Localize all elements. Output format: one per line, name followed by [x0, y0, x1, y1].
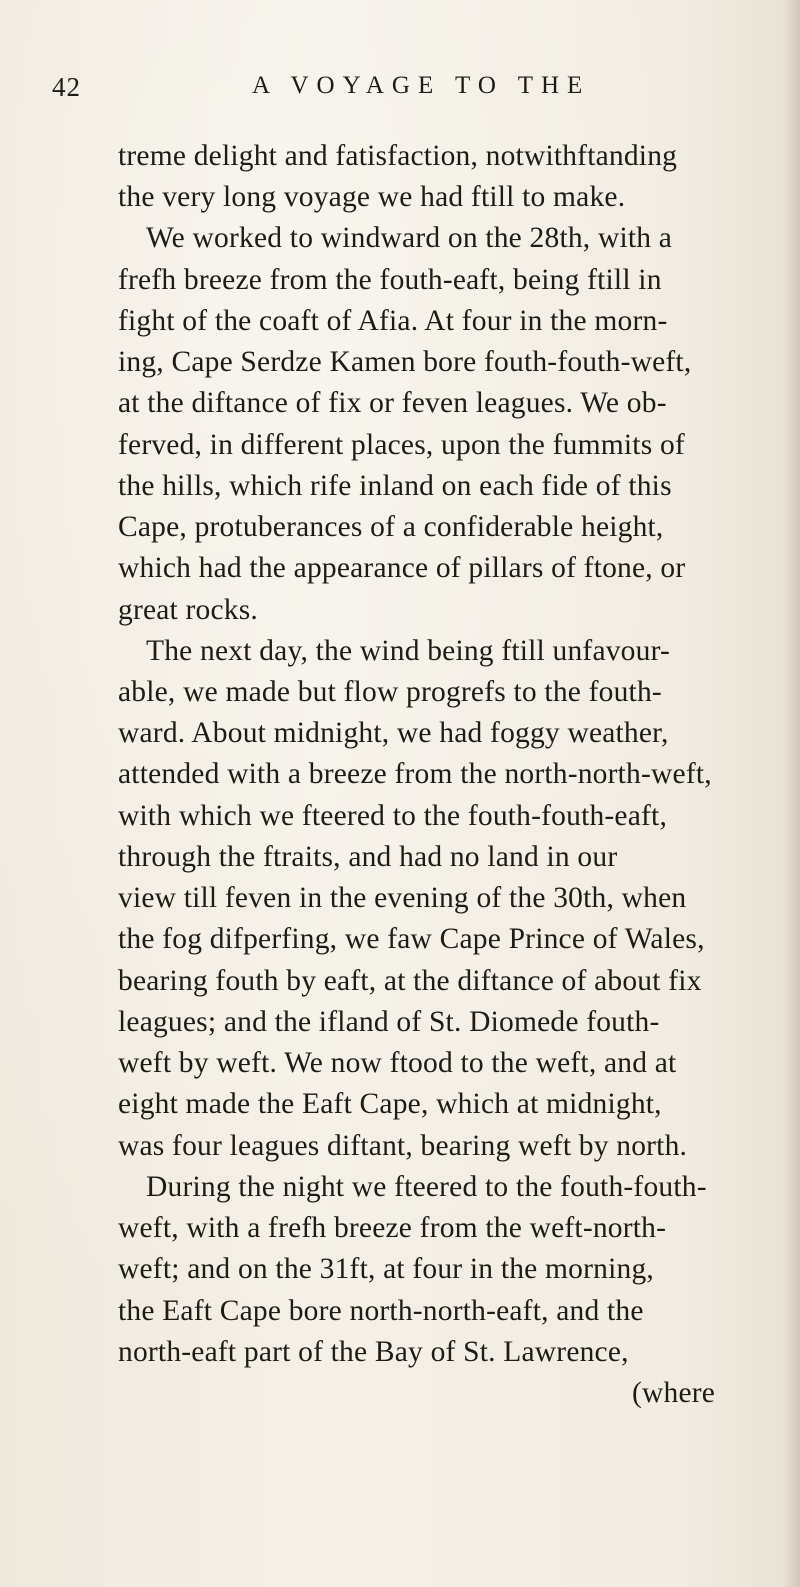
text-line: the fog difperfing, we faw Cape Prince of Wales,: [118, 923, 705, 955]
text-line: leagues; and the ifland of St. Diomede fouth-: [118, 1006, 660, 1038]
text-line: view till feven in the evening of the 30th, when: [118, 882, 687, 914]
text-line: treme delight and fatisfaction, notwithftanding: [118, 140, 678, 172]
text-line: through the ftraits, and had no land in our: [118, 841, 618, 873]
text-line: great rocks.: [118, 594, 259, 626]
text-line: weft; and on the 31ft, at four in the morning,: [118, 1253, 654, 1285]
text-line: which had the appearance of pillars of ftone, or: [118, 552, 686, 584]
text-line: the hills, which rife inland on each fide of this: [118, 470, 672, 502]
text-line: was four leagues diftant, bearing weft by north.: [118, 1130, 688, 1162]
running-head: A VOYAGE TO THE: [252, 72, 591, 99]
text-line: fight of the coaft of Afia. At four in the morn-: [118, 305, 668, 337]
text-line: bearing fouth by eaft, at the diftance of about fix: [118, 965, 702, 997]
text-line: the Eaft Cape bore north-north-eaft, and the: [118, 1295, 644, 1327]
catchword: (where: [632, 1377, 716, 1409]
page-header: [52, 72, 752, 108]
text-line: ing, Cape Serdze Kamen bore fouth-fouth-weft,: [118, 346, 692, 378]
text-line: ward. About midnight, we had foggy weather,: [118, 717, 669, 749]
text-line: weft, with a frefh breeze from the weft-north-: [118, 1212, 667, 1244]
text-line: Cape, protuberances of a confiderable height,: [118, 511, 664, 543]
text-line: north-eaft part of the Bay of St. Lawrence,: [118, 1336, 629, 1368]
text-line: with which we fteered to the fouth-fouth-eaft,: [118, 800, 668, 832]
text-line: We worked to windward on the 28th, with a: [146, 222, 673, 254]
text-line: attended with a breeze from the north-north-weft,: [118, 758, 712, 790]
text-line: eight made the Eaft Cape, which at midnight,: [118, 1088, 662, 1120]
text-line: the very long voyage we had ftill to make.: [118, 181, 626, 213]
page-edge-shadow: [782, 0, 800, 1587]
text-line: frefh breeze from the fouth-eaft, being ftill in: [118, 264, 662, 296]
text-line: During the night we fteered to the fouth-fouth-: [146, 1171, 707, 1203]
page-number: 42: [52, 72, 81, 102]
text-line: The next day, the wind being ftill unfavour-: [146, 635, 671, 667]
text-line: at the diftance of fix or feven leagues. We ob-: [118, 387, 667, 419]
text-line: weft by weft. We now ftood to the weft, and at: [118, 1047, 677, 1079]
text-line: ferved, in different places, upon the fummits of: [118, 429, 685, 461]
text-line: able, we made but flow progrefs to the fouth-: [118, 676, 662, 708]
